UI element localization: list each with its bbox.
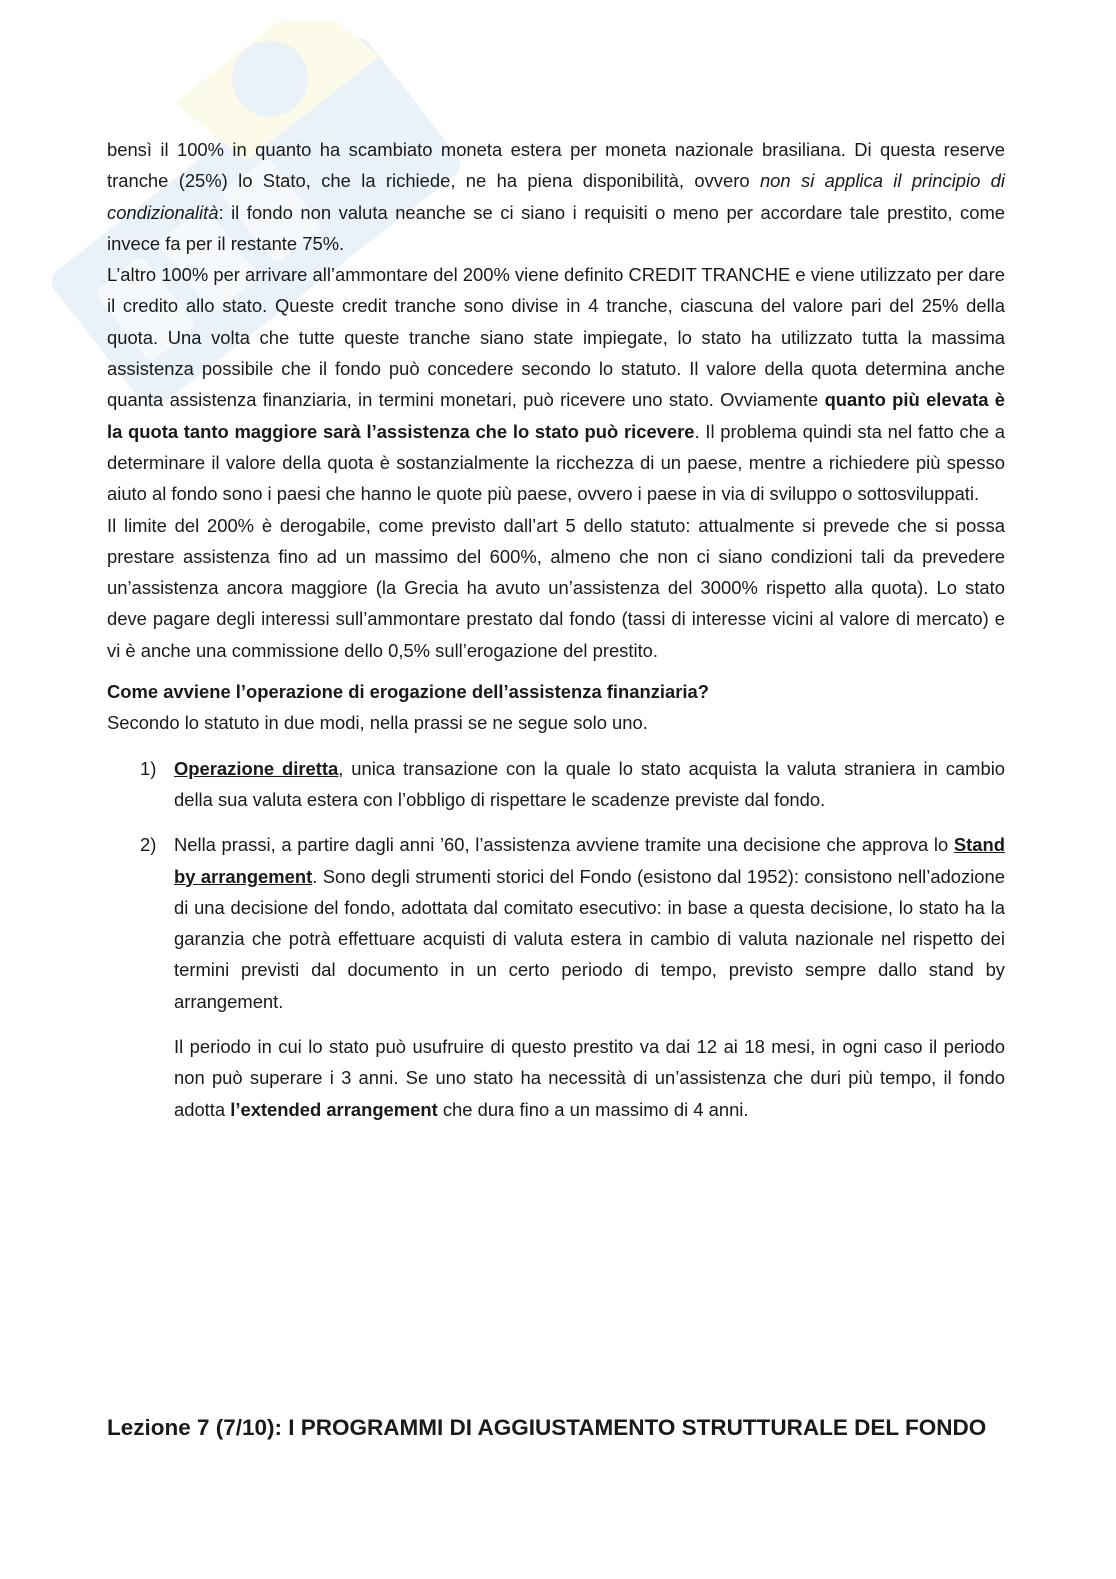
text-run: , unica transazione con la quale lo stato acquista la valuta straniera in cambio della sua valuta estera con l’obbligo di rispettare le scadenze previste dal fondo. <box>174 757 1006 810</box>
italic-phrase: non si applica il principio di condizionalità <box>107 170 1005 223</box>
text-run: che dura fino a un massimo di 4 anni. <box>437 1098 749 1120</box>
list-item <box>107 753 1005 816</box>
paragraph-reserve-tranche <box>107 134 1005 259</box>
underlined-term: Stand by arrangement <box>174 834 1005 887</box>
text-run: : il fondo non valuta neanche se ci siano i requisiti o meno per accordare tale prestito, come invece fa per il restante 75%. <box>107 201 1005 254</box>
paragraph-credit-tranche <box>107 259 1005 509</box>
bold-phrase: quanto più elevata è la quota tanto maggiore sarà l’assistenza che lo stato può ricevere <box>107 389 1005 442</box>
text-run: . Il problema quindi sta nel fatto che a determinare il valore della quota è sostanzialmente la ricchezza di un paese, mentre a richiedere più spesso aiuto al fondo sono i paesi che hanno le quote più paese, ovvero i paese in via di sviluppo o sottosviluppati. <box>107 420 1005 505</box>
text-run: . Sono degli strumenti storici del Fondo (esistono dal 1952): consistono nell’adozione di una decisione del fondo, adottata dal comitato esecutivo: in base a questa decisione, lo stato ha la garanzia che potrà effettuare acquisti di valuta estera in cambio di valuta nazionale nel rispetto dei termini previsti dal documento in un certo periodo di tempo, previsto sempre dallo stand by arrangement. <box>174 865 1005 1012</box>
list-item <box>107 829 1005 1125</box>
numbered-list <box>107 753 1005 1125</box>
list-number: 2) <box>140 834 157 856</box>
list-continuation <box>174 1031 1005 1125</box>
lesson-title: Lezione 7 (7/10): I PROGRAMMI DI AGGIUSTAMENTO STRUTTURALE DEL FONDO <box>107 1415 987 1440</box>
question-subtext: Secondo lo statuto in due modi, nella prassi se ne segue solo uno. <box>107 712 648 734</box>
question-heading: Come avviene l’operazione di erogazione dell’assistenza finanziaria? <box>107 681 709 703</box>
underlined-term: Operazione diretta <box>174 757 339 779</box>
text-run: Nella prassi, a partire dagli anni ’60, l’assistenza avviene tramite una decisione che approva lo <box>174 834 954 856</box>
paragraph-limit: Il limite del 200% è derogabile, come previsto dall’art 5 dello statuto: attualmente si prevede che si possa prestare assistenza fino ad un massimo del 600%, almeno che non ci siano condizioni tali da prevedere un’assistenza ancora maggiore (la Grecia ha avuto un’assistenza del 3000% rispetto alla quota). Lo stato deve pagare degli interessi sull’ammontare prestato dal fondo (tassi di interesse vicini al valore di mercato) e vi è anche una commissione dello 0,5% sull’erogazione del prestito. <box>107 514 1005 661</box>
text-run: Il periodo in cui lo stato può usufruire di questo prestito va dai 12 ai 18 mesi, in ogni caso il periodo non può superare i 3 anni. Se uno stato ha necessità di un’assistenza che duri più tempo, il fondo adotta <box>174 1036 1005 1120</box>
document-body <box>107 134 1005 1139</box>
text-run: L’altro 100% per arrivare all’ammontare del 200% viene definito CREDIT TRANCHE e viene utilizzato per dare il credito allo stato. Queste credit tranche sono divise in 4 tranche, ciascuna del valore pari del 25% della quota. Una volta che tutte queste tranche siano state impiegate, lo stato ha utilizzato tutta la massima assistenza possibile che il fondo può concedere secondo lo statuto. Il valore della quota determina anche quanta assistenza finanziaria, in termini monetari, può ricevere uno stato. Ovviamente <box>107 264 1005 411</box>
text-run: bensì il 100% in quanto ha scambiato moneta estera per moneta nazionale brasiliana. Di questa reserve tranche (25%) lo Stato, che la richiede, ne ha piena disponibilità, ovvero <box>107 139 1005 192</box>
list-number: 1) <box>140 757 157 779</box>
bold-phrase: l’extended arrangement <box>230 1098 438 1120</box>
